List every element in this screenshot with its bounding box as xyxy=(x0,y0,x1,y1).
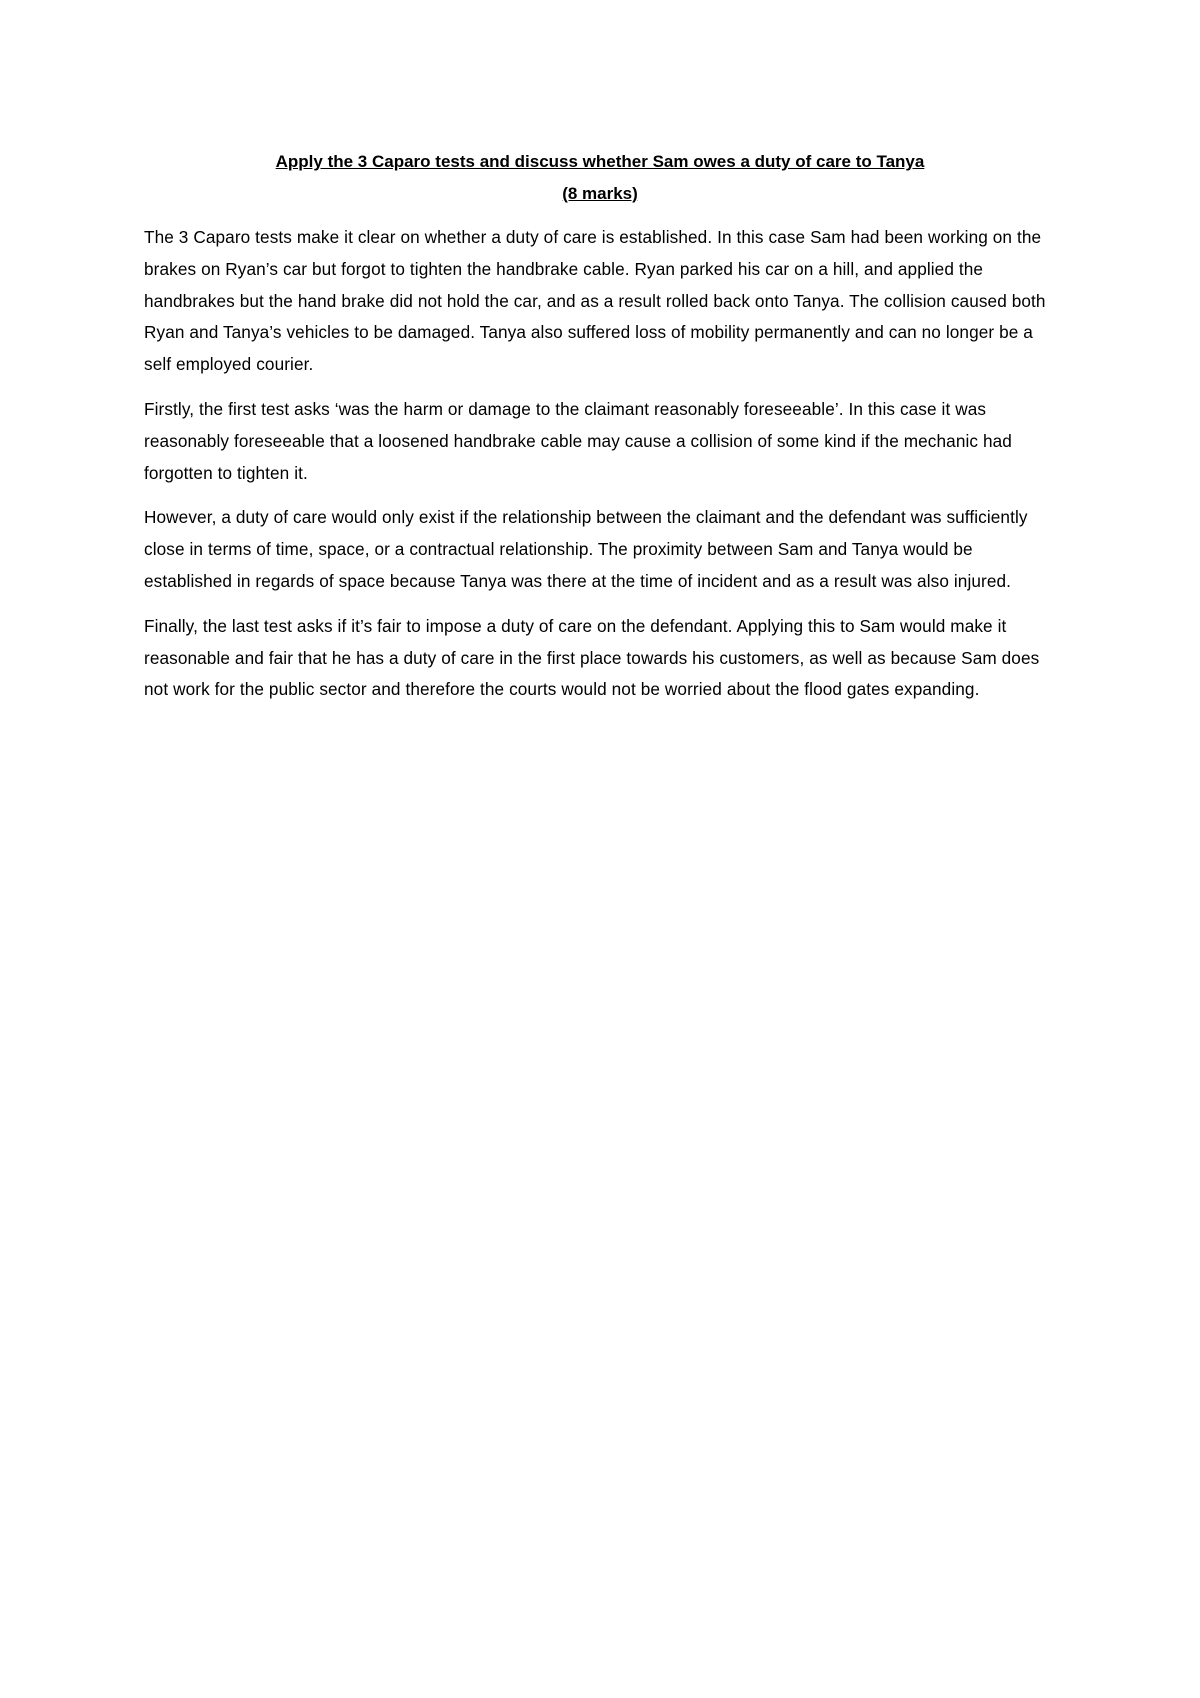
paragraph-fairness: Finally, the last test asks if it’s fair to impose a duty of care on the defendant. Applying this to Sam would make it reasonable and fair that he has a duty of care in the first place towards his customers, as well as because Sam does not work for the public sector and therefore the courts would not be worried about the flood gates expanding. xyxy=(144,615,1040,700)
paragraph-intro: The 3 Caparo tests make it clear on whether a duty of care is established. In this case Sam had been working on the brakes on Ryan’s car but forgot to tighten the handbrake cable. Ryan parked his car on a hill, and applied the handbrakes but the hand brake did not hold the car, and as a result rolled back onto Tanya. The collision caused both Ryan and Tanya’s vehicles to be damaged. Tanya also suffered loss of mobility permanently and can no longer be a self employed courier. xyxy=(144,227,1046,375)
paragraph-foreseeability: Firstly, the first test asks ‘was the harm or damage to the claimant reasonably foreseeable’. In this case it was reasonably foreseeable that a loosened handbrake cable may cause a collision of some kind if the mechanic had forgotten to tighten it. xyxy=(144,398,1012,483)
question-title: Apply the 3 Caparo tests and discuss whether Sam owes a duty of care to Tanya xyxy=(275,152,925,171)
question-heading xyxy=(144,146,1056,210)
paragraph-proximity: However, a duty of care would only exist if the relationship between the claimant and the defendant was sufficiently close in terms of time, space, or a contractual relationship. The proximity between Sam and Tanya would be established in regards of space because Tanya was there at the time of incident and as a result was also injured. xyxy=(144,507,1028,591)
document-body xyxy=(144,146,1056,719)
marks-label: (8 marks) xyxy=(562,184,638,203)
